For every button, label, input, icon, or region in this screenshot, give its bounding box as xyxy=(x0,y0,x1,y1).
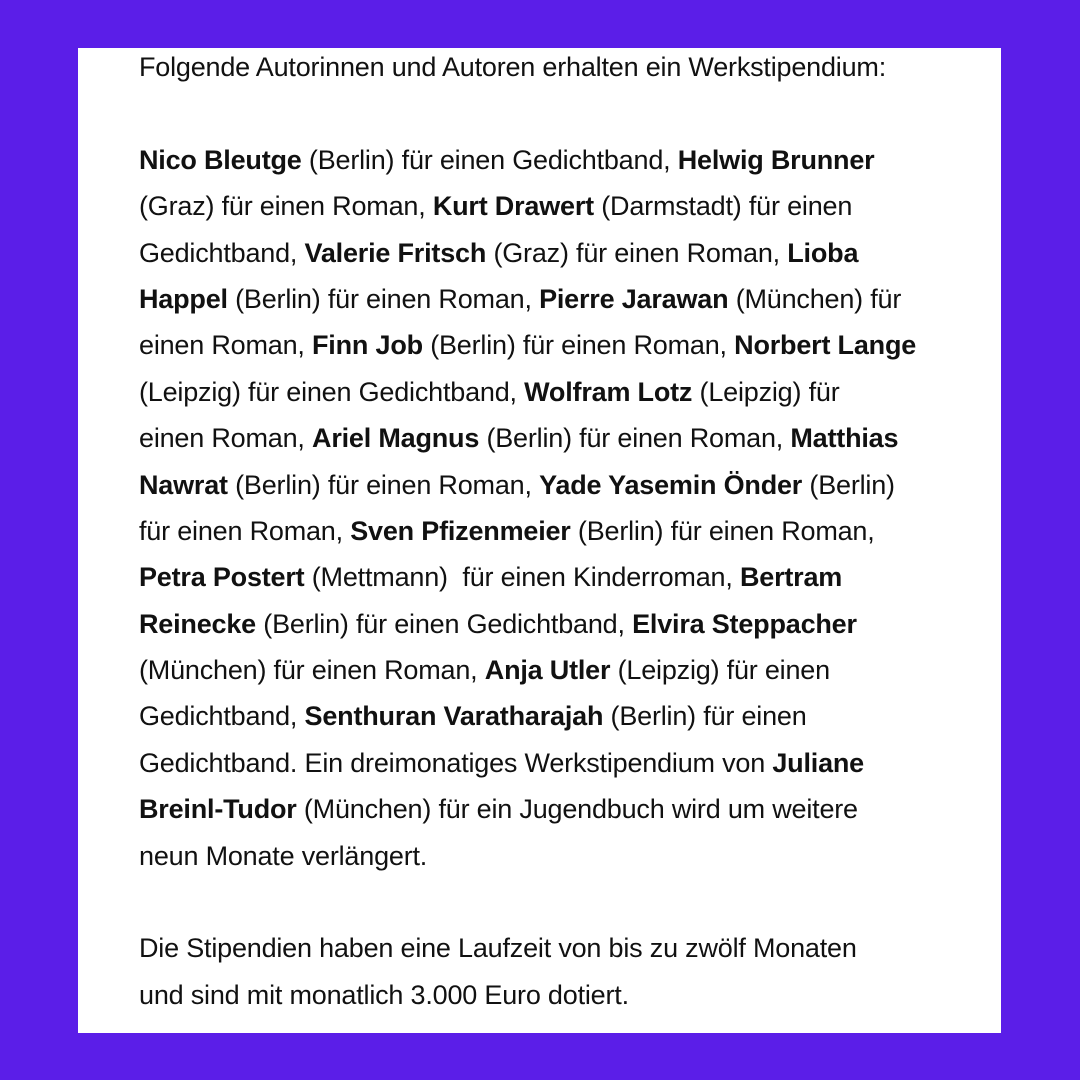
paragraph-line xyxy=(139,369,979,415)
paragraph-line xyxy=(139,183,979,229)
author-name: Petra Postert xyxy=(139,562,305,593)
paragraph-line xyxy=(139,833,979,879)
paragraph-text: (Berlin) xyxy=(802,469,895,500)
author-name: Lioba xyxy=(787,237,859,268)
author-name: Yade Yasemin Önder xyxy=(539,469,803,500)
author-name: Ariel Magnus xyxy=(312,423,480,454)
paragraph-text: (Graz) für einen Roman, xyxy=(139,191,433,222)
paragraph-text: Gedichtband, xyxy=(139,237,305,268)
closing-line: Die Stipendien haben eine Laufzeit von bis zu zwölf Monaten xyxy=(139,933,857,964)
author-name: Valerie Fritsch xyxy=(304,237,487,268)
paragraph-line xyxy=(139,693,979,739)
paragraph-text: (Graz) für einen Roman, xyxy=(486,237,788,268)
paragraph-text: (Berlin) für einen xyxy=(603,701,807,732)
paragraph-line xyxy=(139,508,979,554)
author-name: Anja Utler xyxy=(484,655,611,686)
author-name: Sven Pfizenmeier xyxy=(350,515,571,546)
paragraph-line xyxy=(139,786,979,832)
author-name: Senthuran Varatharajah xyxy=(304,701,604,732)
closing-line: und sind mit monatlich 3.000 Euro dotiert. xyxy=(139,979,629,1010)
paragraph-text: Gedichtband. Ein dreimonatiges Werkstipendium von xyxy=(139,747,773,778)
paragraph-text: (München) für xyxy=(728,283,902,314)
paragraph-text: (Berlin) für einen Gedichtband, xyxy=(301,144,678,175)
author-name: Elvira Steppacher xyxy=(632,608,857,639)
author-name: Nawrat xyxy=(139,469,228,500)
paragraph-line xyxy=(139,554,979,600)
paragraph-text: (Berlin) für einen Roman, xyxy=(570,515,875,546)
author-name: Breinl-Tudor xyxy=(139,794,297,825)
author-name: Wolfram Lotz xyxy=(524,376,693,407)
paragraph-line xyxy=(139,601,979,647)
paragraph-line xyxy=(139,276,979,322)
author-name: Pierre Jarawan xyxy=(539,283,729,314)
paragraph-line xyxy=(139,740,979,786)
author-name: Reinecke xyxy=(139,608,256,639)
paragraph-text: (Berlin) für einen Roman, xyxy=(227,283,540,314)
paragraph-text: (Darmstadt) für einen xyxy=(593,191,853,222)
author-name: Kurt Drawert xyxy=(432,191,594,222)
author-name: Nico Bleutge xyxy=(139,144,302,175)
paragraph-text: einen Roman, xyxy=(139,330,313,361)
paragraph-text: (Mettmann) für einen Kinderroman, xyxy=(304,562,740,593)
recipients-paragraph xyxy=(139,137,979,879)
paragraph-gap xyxy=(139,90,979,136)
paragraph-text: Gedichtband, xyxy=(139,701,305,732)
paragraph-text: einen Roman, xyxy=(139,423,313,454)
author-name: Finn Job xyxy=(312,330,423,361)
closing-paragraph xyxy=(139,925,979,1018)
author-name: Matthias xyxy=(790,423,899,454)
paragraph-line xyxy=(139,415,979,461)
paragraph-text: (Berlin) für einen Roman, xyxy=(227,469,540,500)
author-name: Happel xyxy=(139,283,228,314)
paragraph-gap xyxy=(139,879,979,925)
document-text xyxy=(139,44,979,1018)
paragraph-line xyxy=(139,647,979,693)
paragraph-text: (Leipzig) für einen xyxy=(610,655,830,686)
author-name: Juliane xyxy=(772,747,864,778)
author-name: Norbert Lange xyxy=(734,330,917,361)
paragraph-text: (Leipzig) für xyxy=(692,376,840,407)
paragraph-text: neun Monate verlängert. xyxy=(139,840,428,871)
paragraph-text: (Berlin) für einen Roman, xyxy=(422,330,735,361)
paragraph-text: (Berlin) für einen Roman, xyxy=(479,423,791,454)
paragraph-text: (Berlin) für einen Gedichtband, xyxy=(255,608,633,639)
paragraph-text: (München) für ein Jugendbuch wird um weitere xyxy=(296,794,858,825)
author-name: Helwig Brunner xyxy=(677,144,875,175)
author-name: Bertram xyxy=(739,562,843,593)
paragraph-line xyxy=(139,230,979,276)
intro-paragraph: Folgende Autorinnen und Autoren erhalten ein Werkstipendium: xyxy=(139,52,887,82)
paragraph-text: (München) für einen Roman, xyxy=(139,655,485,686)
paragraph-text: für einen Roman, xyxy=(139,515,351,546)
paragraph-line xyxy=(139,462,979,508)
paragraph-text: (Leipzig) für einen Gedichtband, xyxy=(139,376,525,407)
paragraph-line xyxy=(139,322,979,368)
paragraph-line xyxy=(139,137,979,183)
